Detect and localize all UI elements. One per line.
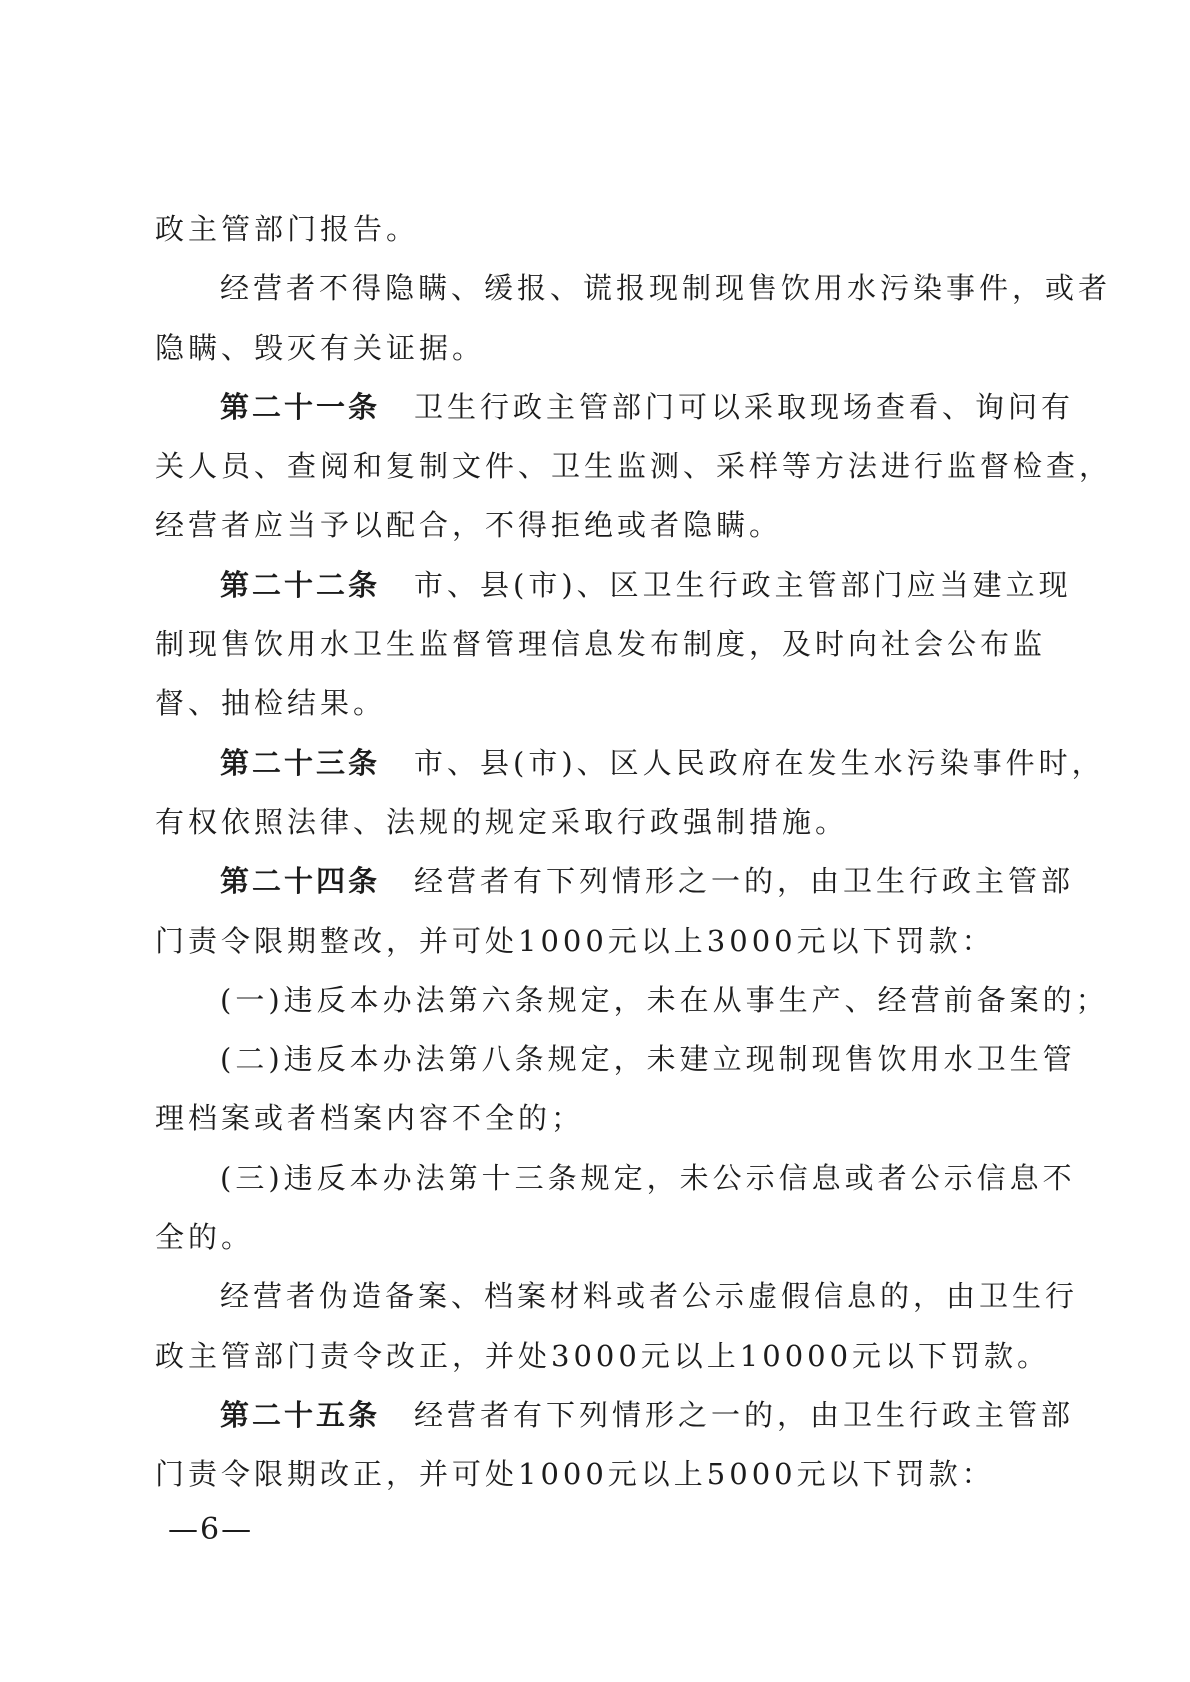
article-text: 经营者有下列情形之一的，由卫生行政主管部 xyxy=(414,864,1075,899)
text-line: 门责令限期改正，并可处1000元以上5000元以下罚款： xyxy=(155,1457,995,1492)
list-item: (二)违反本办法第八条规定，未建立现制现售饮用水卫生管 xyxy=(220,1042,1076,1077)
article-heading: 第二十一条 xyxy=(220,389,381,424)
text-line: 经营者不得隐瞒、缓报、谎报现制现售饮用水污染事件，或者 xyxy=(220,271,1112,306)
article-text: 市、县(市)、区卫生行政主管部门应当建立现 xyxy=(414,567,1072,602)
list-item: (三)违反本办法第十三条规定，未公示信息或者公示信息不 xyxy=(220,1160,1076,1195)
text-line: 政主管部门报告。 xyxy=(155,212,420,246)
text-line: 政主管部门责令改正，并处3000元以上10000元以下罚款。 xyxy=(155,1338,1051,1373)
article-22-line xyxy=(155,556,1072,615)
article-heading: 第二十三条 xyxy=(220,745,381,780)
document-body xyxy=(155,200,1113,1505)
article-24-line xyxy=(155,852,1075,911)
article-text: 卫生行政主管部门可以采取现场查看、询问有 xyxy=(414,389,1075,424)
text-line: 制现售饮用水卫生监督管理信息发布制度，及时向社会公布监 xyxy=(155,627,1047,662)
text-line: 经营者伪造备案、档案材料或者公示虚假信息的，由卫生行 xyxy=(220,1279,1079,1314)
article-text: 经营者有下列情形之一的，由卫生行政主管部 xyxy=(414,1397,1075,1432)
article-heading: 第二十二条 xyxy=(220,567,381,602)
article-heading: 第二十四条 xyxy=(220,864,381,899)
text-line: 全的。 xyxy=(155,1220,255,1255)
article-text: 市、县(市)、区人民政府在发生水污染事件时， xyxy=(414,745,1105,780)
text-line: 关人员、查阅和复制文件、卫生监测、采样等方法进行监督检查， xyxy=(155,449,1113,484)
text-line: 督、抽检结果。 xyxy=(155,686,387,721)
text-line: 门责令限期整改，并可处1000元以上3000元以下罚款： xyxy=(155,923,995,958)
article-heading: 第二十五条 xyxy=(220,1397,381,1432)
page-number: —6— xyxy=(168,1512,254,1547)
text-line: 理档案或者档案内容不全的； xyxy=(155,1101,585,1136)
article-23-line xyxy=(155,734,1105,793)
text-line: 有权依照法律、法规的规定采取行政强制措施。 xyxy=(155,804,849,839)
article-21-line xyxy=(155,378,1075,437)
article-25-line xyxy=(155,1386,1075,1445)
text-line: 经营者应当予以配合，不得拒绝或者隐瞒。 xyxy=(155,508,783,543)
list-item: (一)违反本办法第六条规定，未在从事生产、经营前备案的； xyxy=(220,982,1109,1017)
text-line: 隐瞒、毁灭有关证据。 xyxy=(155,330,486,365)
